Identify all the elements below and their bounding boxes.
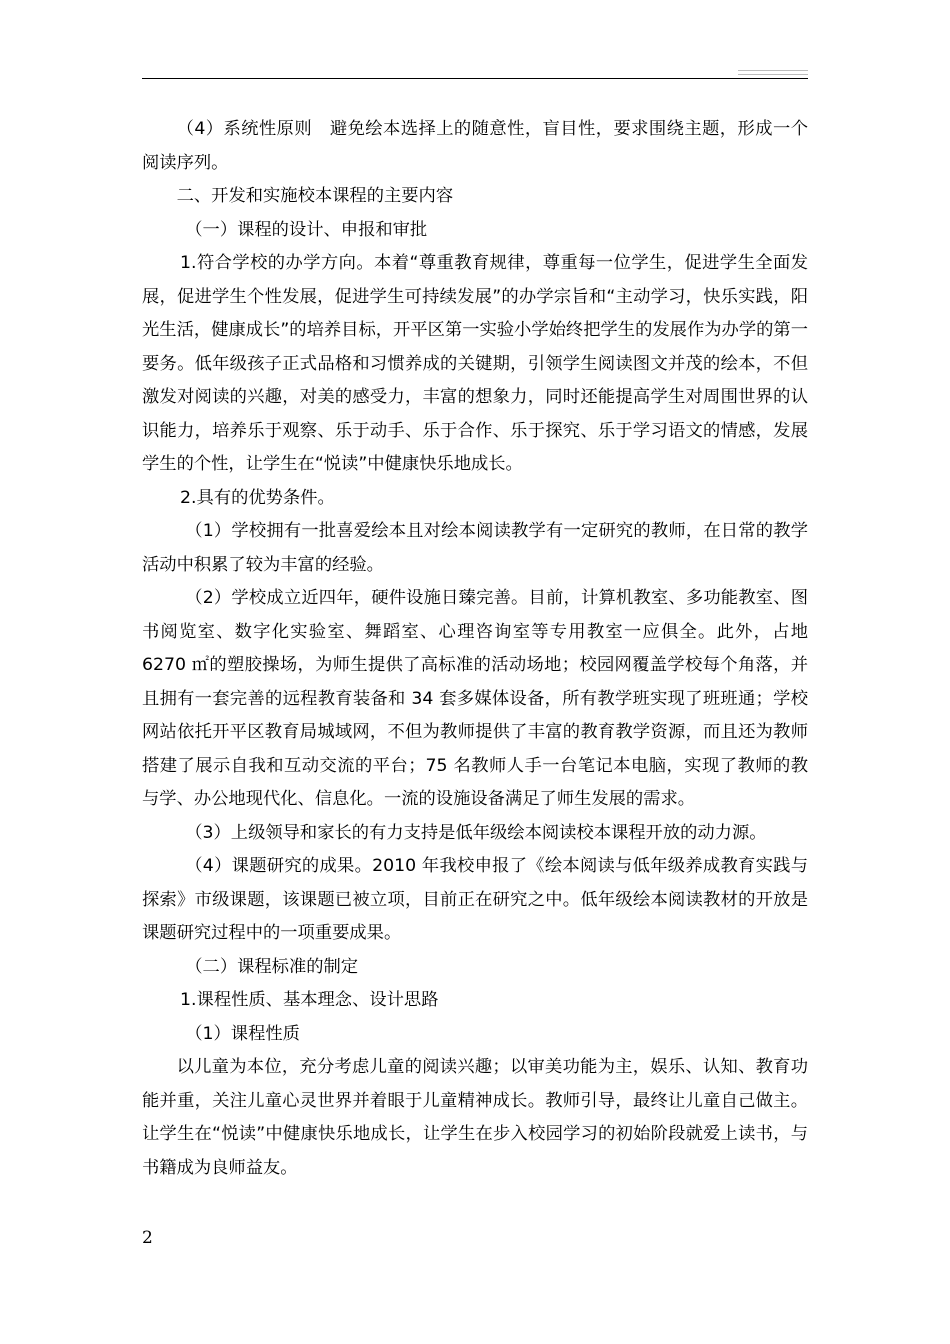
subsection-heading-2: （二）课程标准的制定 xyxy=(185,956,359,977)
document-body xyxy=(142,113,808,1185)
paragraph-course-nature-heading: 1.课程性质、基本理念、设计思路 xyxy=(180,990,439,1010)
paragraph-advantage-4: （4）课题研究的成果。2010 年我校申报了《绘本阅读与低年级养成教育实践与探索》市级课题，该课题已被立项，目前正在研究之中。低年级绘本阅读教材的开放是课题研究过程中的一项重要成果。 xyxy=(142,856,808,943)
paragraph-course-nature: 以儿童为本位，充分考虑儿童的阅读兴趣；以审美功能为主，娱乐、认知、教育功能并重，关注儿童心灵世界并着眼于儿童精神成长。教师引导，最终让儿童自己做主。让学生在“悦读”中健康快乐地成长，让学生在步入校园学习的初始阶段就爱上读书，与书籍成为良师益友。 xyxy=(142,1057,808,1178)
paragraph-advantage-2: （2）学校成立近四年，硬件设施日臻完善。目前，计算机教室、多功能教室、图书阅览室、数字化实验室、舞蹈室、心理咨询室等专用教室一应俱全。此外，占地 6270 ㎡的塑胶操场，为师生提供了高标准的活动场地；校园网覆盖学校每个角落，并且拥有一套完善的远程教育装备和 34 套多媒体设备，所有教学班实现了班班通；学校网站依托开平区教育局城域网，不但为教师提供了丰富的教育教学资源，而且还为教师搭建了展示自我和互动交流的平台；75 名教师人手一台笔记本电脑，实现了教师的教与学、办公地现代化、信息化。一流的设施设备满足了师生发展的需求。 xyxy=(142,588,808,809)
header-mark xyxy=(738,74,808,75)
header-mark xyxy=(738,70,808,71)
paragraph-advantage-1: （1）学校拥有一批喜爱绘本且对绘本阅读教学有一定研究的教师，在日常的教学活动中积累了较为丰富的经验。 xyxy=(142,521,808,575)
paragraph-school-direction: 1.符合学校的办学方向。本着“尊重教育规律，尊重每一位学生，促进学生全面发展，促进学生个性发展，促进学生可持续发展”的办学宗旨和“主动学习，快乐实践，阳光生活，健康成长”的培养目标，开平区第一实验小学始终把学生的发展作为办学的第一要务。低年级孩子正式品格和习惯养成的关键期，引领学生阅读图文并茂的绘本，不但激发对阅读的兴趣，对美的感受力，丰富的想象力，同时还能提高学生对周围世界的认识能力，培养乐于观察、乐于动手、乐于合作、乐于探究、乐于学习语文的情感，发展学生的个性，让学生在“悦读”中健康快乐地成长。 xyxy=(142,253,808,474)
header-rule xyxy=(142,78,808,79)
paragraph-principle-4: （4）系统性原则 避免绘本选择上的随意性，盲目性，要求围绕主题，形成一个阅读序列。 xyxy=(142,119,808,173)
section-heading-2: 二、开发和实施校本课程的主要内容 xyxy=(176,186,454,206)
page-number: 2 xyxy=(142,1228,153,1248)
paragraph-advantages-heading: 2.具有的优势条件。 xyxy=(180,487,335,508)
paragraph-course-nature-subheading: （1）课程性质 xyxy=(185,1023,300,1044)
paragraph-advantage-3: （3）上级领导和家长的有力支持是低年级绘本阅读校本课程开放的动力源。 xyxy=(185,822,767,843)
subsection-heading-1: （一）课程的设计、申报和审批 xyxy=(185,219,428,240)
